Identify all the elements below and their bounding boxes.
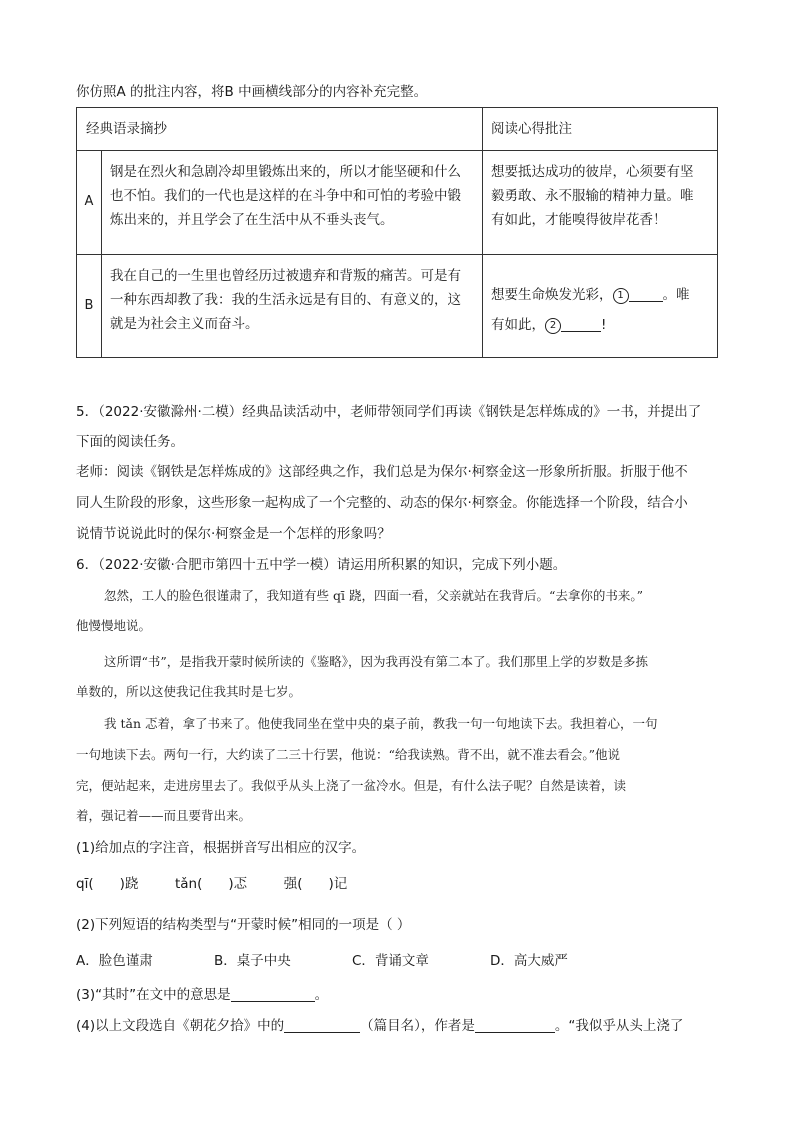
table-divider — [101, 150, 102, 357]
answer-blank[interactable] — [231, 987, 315, 1002]
option-c[interactable]: C．背诵文章 — [352, 953, 429, 969]
sub-question-3 — [76, 983, 328, 1003]
sub-question-1-items — [76, 872, 347, 892]
passage-line: 一句地读下去。两句一行，大约读了二三十行罢，他说：“给我读熟。背不出，就不准去看会。”他说 — [76, 747, 621, 762]
intro-text: 你仿照A 的批注内容，将B 中画横线部分的内容补充完整。 — [76, 84, 428, 100]
option-list — [76, 949, 568, 969]
note-b-line1 — [491, 280, 715, 310]
q5-line: 同人生阶段的形象，这些形象一起构成了一个完整的、动态的保尔·柯察金。你能选择一个阶段，结合小 — [76, 495, 688, 511]
q5-line: 下面的阅读任务。 — [76, 434, 184, 450]
pinyin-item: )忑 — [228, 876, 248, 892]
pinyin-item: tǎn( — [174, 876, 203, 892]
answer-blank-2[interactable] — [561, 317, 601, 332]
passage-line: 着，强记着——而且要背出来。 — [76, 808, 252, 823]
table-header-quotes: 经典语录摘抄 — [86, 121, 167, 137]
option-d[interactable]: D．高大威严 — [490, 953, 568, 969]
question-text: 。“我似乎从头上浇了 — [554, 1018, 684, 1034]
answer-blank[interactable] — [94, 877, 120, 891]
answer-blank[interactable] — [475, 1018, 555, 1033]
note-text: 有如此， — [491, 317, 545, 333]
quote-a — [110, 160, 480, 232]
q5-line: 5．（2022·安徽滁州·二模）经典品读活动中，老师带领同学们再读《钢铁是怎样炼成的》一书，并提出了 — [76, 404, 702, 420]
sub-question-1: (1)给加点的字注音，根据拼音写出相应的汉字。 — [76, 840, 366, 856]
note-b-line2 — [491, 310, 715, 340]
question-text: (4)以上文段选自《朝花夕拾》中的 — [76, 1018, 285, 1034]
quote-b — [110, 264, 480, 336]
note-text: 想要生命焕发光彩， — [491, 287, 613, 303]
quote-line: 我在自己的一生里也曾经历过被遗弃和背叛的痛苦。可是有 — [110, 268, 461, 284]
quote-line: 钢是在烈火和急剧冷却里锻炼出来的，所以才能坚硬和什么 — [110, 164, 461, 180]
q5-line: 老师：阅读《钢铁是怎样炼成的》这部经典之作，我们总是为保尔·柯察金这一形象所折服。折服于他不 — [76, 464, 688, 480]
passage-line: 我 tǎn 忑着，拿了书来了。他使我同坐在堂中央的桌子前，教我一句一句地读下去。我担着心，一句 — [104, 716, 658, 731]
note-line: 毅勇敢、永不服输的精神力量。唯 — [491, 188, 694, 204]
row-label-a: A — [84, 194, 94, 209]
question-text: （篇目名），作者是 — [360, 1018, 475, 1034]
option-a[interactable]: A．脸色谨肃 — [76, 953, 153, 969]
passage-line: 单数的，所以这使我记住我其时是七岁。 — [76, 684, 302, 699]
sub-question-4 — [76, 1014, 683, 1034]
blank-number-1: 1 — [613, 288, 629, 304]
pinyin-item: )跷 — [119, 876, 139, 892]
question-text: 。 — [314, 987, 329, 1003]
question-text: (3)“其时”在文中的意思是 — [76, 987, 231, 1003]
quote-line: 也不怕。我们的一代也是这样的在斗争中和可怕的考验中锻 — [110, 188, 461, 204]
note-text: 。唯 — [662, 287, 690, 303]
q5-line: 说情节说说此时的保尔·柯察金是一个怎样的形象吗？ — [76, 526, 391, 542]
pinyin-item: qī( — [76, 876, 94, 892]
passage-line: 他慢慢地说。 — [76, 618, 152, 633]
option-b[interactable]: B．桌子中央 — [214, 953, 291, 969]
pinyin-item: 强( — [283, 876, 303, 892]
quote-line: 一种东西却教了我：我的生活永远是有目的、有意义的，这 — [110, 292, 461, 308]
table-divider — [482, 108, 483, 357]
note-a — [491, 160, 715, 232]
pinyin-item: )记 — [328, 876, 348, 892]
row-label-b: B — [84, 298, 94, 313]
passage-line: 完，便站起来，走进房里去了。我似乎从头上浇了一盆冷水。但是，有什么法子呢？自然是读着，读 — [76, 778, 627, 793]
note-line: 想要抵达成功的彼岸，心须要有坚 — [491, 164, 694, 180]
sub-question-2: (2)下列短语的结构类型与“开蒙时候”相同的一项是（ ） — [76, 917, 411, 933]
table-divider — [77, 254, 717, 255]
table-divider — [77, 150, 717, 151]
q6-heading: 6．（2022·安徽·合肥市第四十五中学一模）请运用所积累的知识，完成下列小题。 — [76, 557, 567, 573]
answer-blank[interactable] — [303, 877, 329, 891]
note-text: ! — [601, 317, 607, 333]
table-header-notes: 阅读心得批注 — [491, 121, 572, 137]
quote-line: 炼出来的，并且学会了在生活中从不垂头丧气。 — [110, 212, 394, 228]
answer-blank[interactable] — [284, 1018, 360, 1033]
quote-line: 就是为社会主义而奋斗。 — [110, 316, 259, 332]
blank-number-2: 2 — [545, 318, 561, 334]
note-line: 有如此，才能嗅得彼岸花香！ — [491, 212, 667, 228]
passage-line: 忽然，工人的脸色很谨肃了，我知道有些 qī 跷，四面一看，父亲就站在我背后。“去拿你的书来。” — [104, 588, 643, 603]
answer-blank[interactable] — [202, 877, 228, 891]
passage-line: 这所谓“书”，是指我开蒙时候所读的《鉴略》，因为我再没有第二本了。我们那里上学的岁数是多拣 — [104, 654, 649, 669]
note-b — [491, 280, 715, 340]
answer-blank-1[interactable] — [629, 287, 663, 302]
annotation-table — [76, 107, 718, 358]
